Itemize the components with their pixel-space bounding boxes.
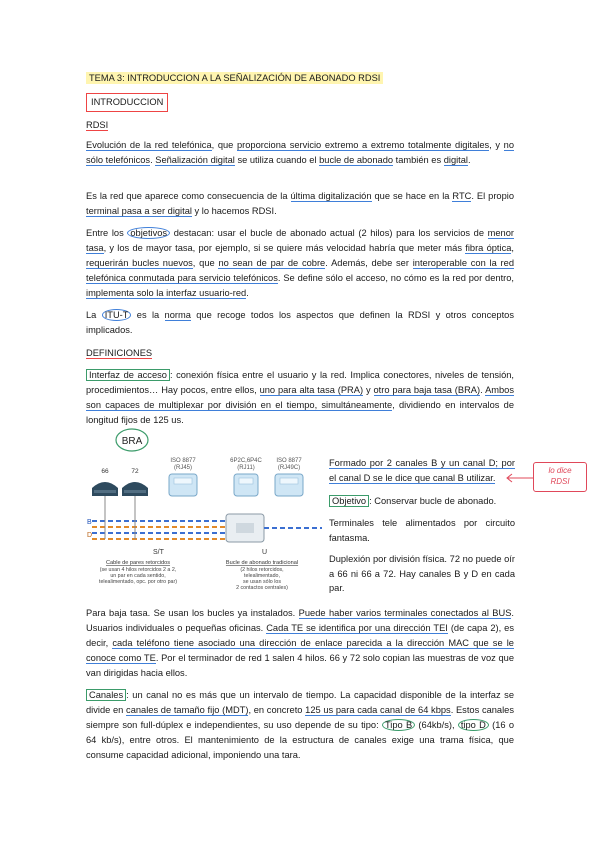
phone-72-icon: [122, 482, 148, 496]
paragraph-baja-tasa: [86, 606, 514, 681]
rdsi-heading: RDSI: [86, 120, 109, 130]
caption-bucle-title: Bucle de abonado tradicional: [225, 560, 299, 566]
defs-heading-line: [86, 346, 514, 361]
text-span: Canales: [86, 689, 126, 701]
text-span: Terminales tele alimentados por circuito fantasma.: [329, 518, 515, 543]
side-note-objetivo: [329, 494, 515, 509]
annotation-line-1: lo dice: [548, 466, 572, 475]
paragraph-itut: [86, 308, 514, 338]
rj49-connector-icon: [275, 474, 303, 496]
text-span: Es la red que aparece como consecuencia de la: [86, 191, 291, 201]
text-span: 125 us para cada canal de 64 kbps: [305, 705, 451, 715]
document-title: TEMA 3: INTRODUCCION A LA SEÑALIZACIÓN DE ABONADO RDSI: [86, 72, 383, 84]
caption-bucle-line: (2 hilos retorcidos,: [240, 567, 284, 573]
rdsi-heading-line: [86, 118, 514, 133]
annotation-arrow-icon: [505, 472, 535, 484]
text-span: proporciona servicio extremo a extremo totalmente digitales: [236, 140, 490, 150]
text-span: . Se define sólo el acceso, no cómo es la red por dentro,: [277, 273, 514, 283]
text-span: Evolución de la red telefónica: [86, 140, 212, 150]
text-span: La: [86, 310, 102, 320]
text-span: Ambos son capaces de multiplexar por división en el tiempo, simultáneamente: [86, 385, 514, 410]
text-span: se utiliza cuando el: [234, 155, 320, 165]
text-span: digital: [443, 155, 468, 165]
text-span: norma: [164, 310, 191, 320]
text-span: Señalización digital: [155, 155, 235, 165]
text-span: y: [363, 385, 374, 395]
text-span: requerirán bucles nuevos: [86, 258, 193, 268]
text-span: , en concreto: [248, 705, 306, 715]
text-span: Duplexión por división física. 72 no puede oír a 66 ni 66 a 72. Hay canales B y D en cada par.: [329, 554, 515, 593]
rj11-connector-icon: [234, 474, 258, 496]
text-span: Puede haber varios terminales conectados al BUS: [298, 608, 512, 618]
handwritten-annotation: [533, 462, 587, 492]
rj11-label: 6P2C,6P4C: [230, 458, 262, 464]
text-span: que recoge todos los aspectos que definen la RDSI y otros conceptos implicados.: [86, 310, 514, 335]
label-66: 66: [101, 468, 109, 475]
text-span: Entre los: [86, 228, 128, 238]
text-span: . Usuarios individuales o pequeñas oficinas.: [86, 608, 515, 633]
annotation-line-2: RDSI: [550, 477, 570, 486]
paragraph-interfaz: [86, 368, 514, 428]
text-span: . Estos canales siempre son full-dúplex e independientes, su uso depende de su tipo:: [86, 705, 514, 730]
text-span: canales de tamaño fijo (MDT): [126, 705, 249, 715]
side-note-formado: [329, 456, 515, 485]
text-span: : Conservar bucle de abonado.: [369, 496, 497, 506]
text-span: , que: [192, 258, 219, 268]
caption-bucle-line: se usan sólo los: [243, 579, 281, 585]
text-span: (de capa 2), es decir,: [86, 623, 514, 648]
caption-cable-line: un par en cada sentido,: [110, 573, 166, 579]
iso2-label: ISO 8877: [276, 458, 302, 464]
caption-cable-line: telealimentado, opc. por otro par): [98, 579, 178, 585]
caption-bucle-line: 2 contactos centrales): [236, 585, 288, 591]
paragraph-red: [86, 189, 514, 219]
label-st: S/T: [153, 549, 164, 556]
iso2-sub: (RJ49C): [277, 465, 301, 471]
text-span: que se hace en la: [371, 191, 453, 201]
bra-diagram: [86, 426, 324, 598]
text-span: destacan: usar el bucle de abonado actual (2 hilos) para los servicios de: [170, 228, 488, 238]
text-span: implementa solo la interfaz usuario-red: [86, 288, 247, 298]
side-note-terminales: [329, 516, 515, 545]
intro-heading-line: [86, 93, 514, 112]
caption-bucle-line: telealimentado,: [244, 573, 280, 579]
text-span: , que: [211, 140, 237, 150]
intro-heading: INTRODUCCION: [86, 93, 168, 112]
text-span: interoperable con la red telefónica conmutada para servicio telefónicos: [86, 258, 514, 283]
text-span: uno para alta tasa (PRA): [259, 385, 364, 395]
caption-cable-title: Cable de pares retorcidos: [105, 560, 171, 566]
text-span: .: [468, 155, 471, 165]
text-span: Tipo B: [382, 719, 415, 731]
iso1-label: ISO 8877: [170, 458, 196, 464]
text-span: es la: [131, 310, 165, 320]
iso1-sub: (RJ45): [173, 465, 193, 471]
text-span: cada teléfono tiene asociado una dirección de enlace parecida a la dirección MAC que se le conoce como TE: [86, 638, 514, 663]
paragraph-objetivos: [86, 226, 514, 301]
text-span: última digitalización: [290, 191, 372, 201]
text-span: Cada TE se identifica por una dirección TEI: [266, 623, 448, 633]
caption-cable-line: (se usan 4 hilos retorcidos 2 a 2,: [99, 567, 177, 573]
text-span: , y los de mayor tasa, por ejemplo, si se quiere más velocidad habría que meter más: [103, 243, 466, 253]
text-span: terminal pasa a ser digital: [86, 206, 192, 216]
text-span: Para baja tasa. Se usan los bucles ya instalados.: [86, 608, 299, 618]
rj11-sub: (RJ11): [237, 465, 255, 471]
document-title-line: [86, 71, 514, 86]
text-span: Formado por 2 canales B y un canal D: [329, 458, 496, 468]
phone-66-icon: [92, 482, 118, 496]
text-span: no sólo telefónicos: [86, 140, 514, 165]
text-span: Interfaz de acceso: [86, 369, 170, 381]
label-u: U: [262, 549, 268, 556]
text-span: .: [246, 288, 249, 298]
text-span: ,: [511, 243, 514, 253]
text-span: . El propio: [471, 191, 514, 201]
paragraph-canales: [86, 688, 514, 763]
text-span: fibra óptica: [465, 243, 512, 253]
text-span: . Por el terminador de red 1 salen 4 hilos. 66 y 72 solo copian las muestras de voz que van dirigidas hacia ellos.: [86, 653, 514, 678]
text-span: (64kb/s),: [415, 720, 458, 730]
text-span: menor tasa: [86, 228, 514, 253]
text-span: .: [480, 385, 486, 395]
text-span: y lo hacemos RDSI.: [191, 206, 277, 216]
text-span: (16 o 64 kb/s), entre otros. El mantenimiento de la estructura de canales exige una trama física, que consume capacidad adicional, imponiendo una tara.: [86, 720, 514, 760]
text-span: ; por el canal D se le dice que canal B utilizar.: [329, 458, 515, 483]
rj45-connector-icon: [169, 474, 197, 496]
text-span: otro para baja tasa (BRA): [373, 385, 481, 395]
text-span: también es: [393, 155, 444, 165]
label-72: 72: [131, 468, 139, 475]
text-span: tipo D: [458, 719, 489, 731]
bra-label: BRA: [121, 436, 143, 447]
text-span: ITU-T: [102, 309, 132, 321]
label-d: D: [87, 532, 93, 539]
text-span: : un canal no es más que un intervalo de tiempo. La capacidad disponible de la interfaz se divide en: [86, 690, 514, 715]
text-span: Objetivo: [329, 495, 369, 507]
text-span: bucle de abonado: [319, 155, 394, 165]
paragraph-evolucion: [86, 138, 514, 168]
text-span: .: [150, 155, 156, 165]
label-b: B: [87, 519, 92, 526]
side-note-duplexion: [329, 552, 515, 596]
text-span: RTC: [452, 191, 472, 201]
text-span: : conexión física entre el usuario y la red. Implica conectores, niveles de tensión, procedimientos… Hay pocos, entre ellos,: [86, 370, 515, 395]
defs-heading: DEFINICIONES: [86, 348, 153, 358]
text-span: . Además, debe ser: [325, 258, 413, 268]
text-span: , y: [489, 140, 504, 150]
network-terminator-icon: [226, 514, 264, 542]
text-span: objetivos: [127, 227, 170, 239]
text-span: , dividiendo en intervalos de longitud fijos de 125 us.: [86, 400, 514, 425]
text-span: no sean de par de cobre: [218, 258, 326, 268]
